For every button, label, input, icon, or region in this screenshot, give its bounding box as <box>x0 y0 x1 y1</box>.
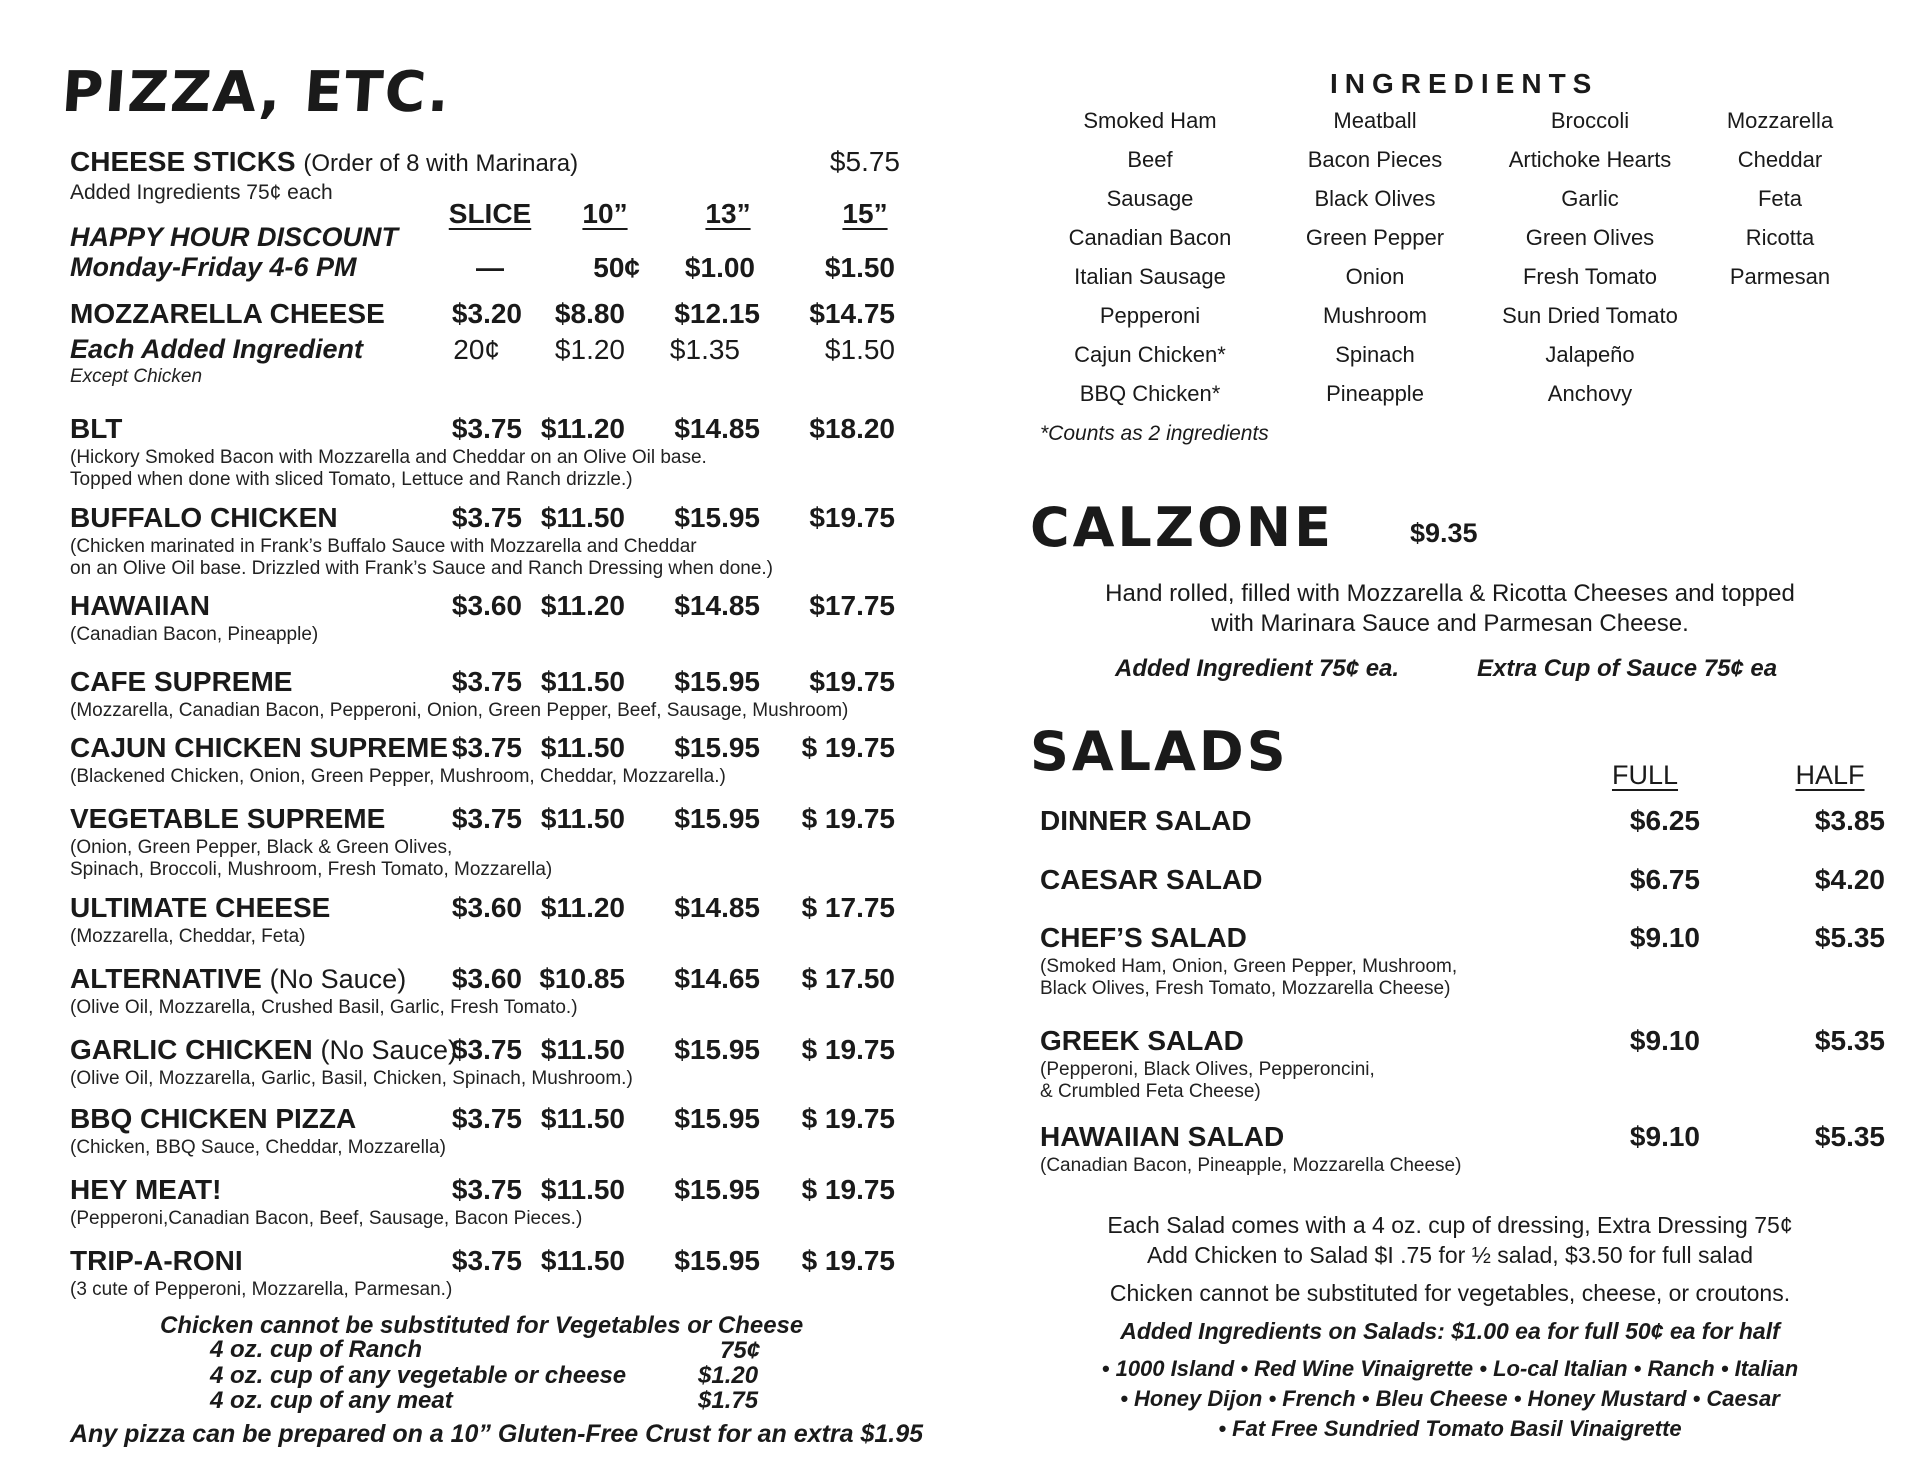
each-added-15: $1.50 <box>824 334 895 365</box>
each-added-name: Each Added Ingredient <box>70 334 364 364</box>
ingredient-item: Feta <box>1757 186 1803 211</box>
happy-hour-line2: Monday-Friday 4-6 PM <box>70 252 357 282</box>
gluten-free-note: Any pizza can be prepared on a 10” Gluten-Free Crust for an extra $1.95 <box>70 1420 924 1448</box>
salad-item-desc: (Canadian Bacon, Pineapple, Mozzarella Cheese) <box>1040 1155 1462 1176</box>
pizza-item-price: $15.95 <box>674 502 760 533</box>
pizza-item-price: $11.50 <box>540 1245 625 1276</box>
pizza-item-desc: (Olive Oil, Mozzarella, Garlic, Basil, Chicken, Spinach, Mushroom.) <box>70 1068 633 1089</box>
cup-ranch-label: 4 oz. cup of Ranch <box>210 1336 423 1363</box>
calzone-title: CALZONE <box>1030 496 1334 559</box>
pizza-item-price: $11.50 <box>540 502 625 533</box>
pizza-item-price: $19.75 <box>809 666 895 697</box>
ingredient-item: Ricotta <box>1745 225 1815 250</box>
pizza-item-price: $19.75 <box>809 502 895 533</box>
pizza-item-price: $3.75 <box>451 1034 522 1065</box>
happy-hour-10: 50¢ <box>593 252 640 283</box>
dressings-line-3: • Fat Free Sundried Tomato Basil Vinaigrette <box>1218 1416 1682 1441</box>
salads-title: SALADS <box>1030 720 1289 783</box>
pizza-item-price: $ 19.75 <box>801 1174 895 1205</box>
pizza-item-price: $3.75 <box>451 803 522 834</box>
pizza-item-price: $15.95 <box>674 803 760 834</box>
pizza-item-name: ULTIMATE CHEESE <box>70 892 331 923</box>
pizza-item-name: HEY MEAT! <box>70 1174 222 1205</box>
salad-item-full: $9.10 <box>1629 1025 1700 1056</box>
ingredient-item: Garlic <box>1561 186 1619 211</box>
cheese-sticks-detail: (Order of 8 with Marinara) <box>303 150 579 177</box>
cheese-sticks-price: $5.75 <box>829 146 900 177</box>
pizza-item-name: CAFE SUPREME <box>70 666 293 697</box>
pizza-item-price: $15.95 <box>674 1103 760 1134</box>
cup-meat-label: 4 oz. cup of any meat <box>210 1387 453 1414</box>
ingredient-item: Pineapple <box>1326 381 1424 406</box>
salad-item-desc: Black Olives, Fresh Tomato, Mozzarella Cheese) <box>1040 978 1451 999</box>
ingredient-item: Broccoli <box>1550 108 1630 133</box>
header-15: 15” <box>842 198 888 229</box>
pizza-item-desc: (Mozzarella, Cheddar, Feta) <box>70 926 306 947</box>
ingredient-item: Beef <box>1127 147 1173 172</box>
pizza-item-name: BLT <box>70 413 123 444</box>
dressings-line-1: • 1000 Island • Red Wine Vinaigrette • Lo-cal Italian • Ranch • Italian <box>1101 1356 1799 1381</box>
pizza-item-price: $15.95 <box>674 666 760 697</box>
each-added-10: $1.20 <box>554 334 625 365</box>
salad-item-desc: & Crumbled Feta Cheese) <box>1040 1081 1261 1102</box>
ingredient-item: Anchovy <box>1547 381 1633 406</box>
pizza-item-price: $11.20 <box>540 413 625 444</box>
pizza-item-price: $3.75 <box>451 732 522 763</box>
mozzarella-name: MOZZARELLA CHEESE <box>70 298 385 329</box>
pizza-item-desc: (Canadian Bacon, Pineapple) <box>70 624 319 645</box>
pizza-item-price: $ 19.75 <box>801 803 895 834</box>
pizza-item-price: $3.75 <box>451 1174 522 1205</box>
pizza-item-price: $10.85 <box>539 963 625 994</box>
ingredient-item: Sun Dried Tomato <box>1502 303 1678 328</box>
pizza-item-desc: (Onion, Green Pepper, Black & Green Olives, <box>70 837 453 858</box>
pizza-item-name: BUFFALO CHICKEN <box>70 502 338 533</box>
happy-hour-line1: HAPPY HOUR DISCOUNT <box>70 222 399 252</box>
pizza-item-price: $15.95 <box>674 1245 760 1276</box>
salad-item-name: DINNER SALAD <box>1040 805 1252 836</box>
salad-item-full: $6.75 <box>1629 864 1700 895</box>
cup-veg-label: 4 oz. cup of any vegetable or cheese <box>210 1362 627 1389</box>
cup-ranch-price: 75¢ <box>720 1337 761 1364</box>
header-full: FULL <box>1611 760 1679 790</box>
pizza-item-heading <box>70 963 406 995</box>
cheese-sticks-row <box>70 146 578 178</box>
pizza-item-price: $11.50 <box>540 1174 625 1205</box>
salad-item-half: $5.35 <box>1814 1025 1885 1056</box>
pizza-item-price: $11.50 <box>540 732 625 763</box>
ingredient-item: Artichoke Hearts <box>1508 147 1672 172</box>
ingredient-item: Italian Sausage <box>1074 264 1226 289</box>
pizza-item-price: $3.75 <box>451 1103 522 1134</box>
dressings-line-2: • Honey Dijon • French • Bleu Cheese • Honey Mustard • Caesar <box>1120 1386 1780 1411</box>
pizza-item-price: $14.85 <box>674 590 760 621</box>
ingredient-item: Green Olives <box>1525 225 1655 250</box>
ingredient-item: Meatball <box>1333 108 1417 133</box>
pizza-item-name: GARLIC CHICKEN <box>70 1034 313 1065</box>
chicken-sub-note: Chicken cannot be substituted for Vegetables or Cheese <box>160 1312 804 1339</box>
pizza-item-price: $15.95 <box>674 1034 760 1065</box>
cup-meat-price: $1.75 <box>698 1387 759 1414</box>
pizza-item-price: $ 19.75 <box>801 1103 895 1134</box>
pizza-item-price: $3.75 <box>451 413 522 444</box>
pizza-item-price: $14.85 <box>674 413 760 444</box>
pizza-item-price: $3.60 <box>451 892 522 923</box>
ingredient-item: Parmesan <box>1729 264 1831 289</box>
pizza-item-name: VEGETABLE SUPREME <box>70 803 386 834</box>
calzone-desc-2: with Marinara Sauce and Parmesan Cheese. <box>1211 610 1689 637</box>
salad-item-half: $5.35 <box>1814 922 1885 953</box>
calzone-added: Added Ingredient 75¢ ea. <box>1115 655 1400 682</box>
header-half: HALF <box>1795 760 1865 790</box>
mozzarella-10: $8.80 <box>554 298 625 329</box>
salad-note-1: Each Salad comes with a 4 oz. cup of dressing, Extra Dressing 75¢ <box>1107 1212 1793 1238</box>
ingredient-item: Jalapeño <box>1545 342 1635 367</box>
ingredient-item: Spinach <box>1335 342 1415 367</box>
pizza-item-name: CAJUN CHICKEN SUPREME <box>70 732 449 763</box>
salad-item-half: $4.20 <box>1814 864 1885 895</box>
ingredients-title: INGREDIENTS <box>1330 68 1599 99</box>
header-slice: SLICE <box>448 198 532 229</box>
pizza-item-price: $3.60 <box>451 963 522 994</box>
pizza-item-price: $18.20 <box>809 413 895 444</box>
pizza-item-desc: (Hickory Smoked Bacon with Mozzarella and Cheddar on an Olive Oil base. <box>70 447 707 468</box>
happy-hour-15: $1.50 <box>824 252 895 283</box>
mozzarella-slice: $3.20 <box>451 298 522 329</box>
except-chicken-note: Except Chicken <box>70 366 203 387</box>
happy-hour-13: $1.00 <box>684 252 755 283</box>
pizza-item-price: $3.75 <box>451 502 522 533</box>
pizza-item-desc: Topped when done with sliced Tomato, Lettuce and Ranch drizzle.) <box>70 469 633 490</box>
salad-item-full: $6.25 <box>1629 805 1700 836</box>
salad-item-half: $3.85 <box>1814 805 1885 836</box>
pizza-item-name: BBQ CHICKEN PIZZA <box>70 1103 357 1134</box>
ingredient-item: Fresh Tomato <box>1522 264 1658 289</box>
salad-note-2: Add Chicken to Salad $I .75 for ½ salad, $3.50 for full salad <box>1146 1242 1754 1268</box>
ingredient-item: Bacon Pieces <box>1307 147 1443 172</box>
pizza-item-price: $11.50 <box>540 1034 625 1065</box>
mozzarella-15: $14.75 <box>809 298 895 329</box>
mozzarella-13: $12.15 <box>674 298 760 329</box>
pizza-item-price: $11.50 <box>540 666 625 697</box>
ingredient-item: Mushroom <box>1323 303 1427 328</box>
pizza-item-price: $ 17.75 <box>801 892 895 923</box>
pizza-item-price: $11.50 <box>540 803 625 834</box>
pizza-item-price: $ 19.75 <box>801 1245 895 1276</box>
each-added-13: $1.35 <box>669 334 740 365</box>
pizza-item-price: $ 17.50 <box>801 963 895 994</box>
salad-item-full: $9.10 <box>1629 922 1700 953</box>
ingredient-item: Black Olives <box>1314 186 1436 211</box>
pizza-item-name: TRIP-A-RONI <box>70 1245 243 1276</box>
ingredient-item: Cheddar <box>1737 147 1823 172</box>
pizza-item-heading <box>70 1034 457 1066</box>
pizza-item-price: $11.20 <box>540 590 625 621</box>
pizza-item-price: $ 19.75 <box>801 732 895 763</box>
ingredient-item: Onion <box>1345 264 1405 289</box>
salad-item-name: CAESAR SALAD <box>1040 864 1263 895</box>
pizza-item-desc: Spinach, Broccoli, Mushroom, Fresh Tomato, Mozzarella) <box>70 859 553 880</box>
pizza-item-desc: (Chicken, BBQ Sauce, Cheddar, Mozzarella) <box>70 1137 446 1158</box>
pizza-item-price: $3.75 <box>451 1245 522 1276</box>
pizza-item-price: $14.85 <box>674 892 760 923</box>
pizza-item-desc: (Mozzarella, Canadian Bacon, Pepperoni, Onion, Green Pepper, Beef, Sausage, Mushroom) <box>70 700 849 721</box>
ingredient-item: Sausage <box>1106 186 1194 211</box>
pizza-item-price: $3.60 <box>451 590 522 621</box>
pizza-item-price: $15.95 <box>674 732 760 763</box>
ingredient-item: Pepperoni <box>1099 303 1201 328</box>
ingredient-item: Canadian Bacon <box>1068 225 1232 250</box>
calzone-price: $9.35 <box>1410 518 1478 548</box>
pizza-item-price: $17.75 <box>809 590 895 621</box>
pizza-item-desc: on an Olive Oil base. Drizzled with Frank’s Sauce and Ranch Dressing when done.) <box>70 558 773 579</box>
pizza-item-desc: (Pepperoni,Canadian Bacon, Beef, Sausage, Bacon Pieces.) <box>70 1208 583 1229</box>
pizza-item-price: $11.20 <box>540 892 625 923</box>
salad-item-name: CHEF’S SALAD <box>1040 922 1247 953</box>
salad-item-full: $9.10 <box>1629 1121 1700 1152</box>
pizza-item-name: ALTERNATIVE <box>70 963 262 994</box>
ingredient-item: Cajun Chicken* <box>1074 342 1226 367</box>
pizza-item-desc: (Blackened Chicken, Onion, Green Pepper, Mushroom, Cheddar, Mozzarella.) <box>70 766 726 787</box>
salad-item-half: $5.35 <box>1814 1121 1885 1152</box>
pizza-item-suffix: (No Sauce) <box>320 1035 458 1065</box>
happy-hour-slice: — <box>476 252 504 283</box>
salad-note-3: Chicken cannot be substituted for vegetables, cheese, or croutons. <box>1109 1280 1791 1306</box>
header-13: 13” <box>705 198 751 229</box>
pizza-title: PIZZA, ETC. <box>59 60 454 125</box>
added-ingredients-note: Added Ingredients 75¢ each <box>70 181 333 204</box>
each-added-slice: 20¢ <box>453 334 500 365</box>
ingredient-item: Mozzarella <box>1726 108 1834 133</box>
pizza-item-price: $3.75 <box>451 666 522 697</box>
pizza-item-price: $ 19.75 <box>801 1034 895 1065</box>
salad-item-desc: (Smoked Ham, Onion, Green Pepper, Mushroom, <box>1040 956 1458 977</box>
cup-veg-price: $1.20 <box>698 1362 759 1389</box>
pizza-item-name: HAWAIIAN <box>70 590 210 621</box>
ingredient-item: BBQ Chicken* <box>1079 381 1221 406</box>
salad-item-desc: (Pepperoni, Black Olives, Pepperoncini, <box>1040 1059 1375 1080</box>
calzone-desc-1: Hand rolled, filled with Mozzarella & Ricotta Cheeses and topped <box>1105 580 1795 607</box>
salad-note-4: Added Ingredients on Salads: $1.00 ea for full 50¢ ea for half <box>1120 1318 1780 1344</box>
ingredients-note: *Counts as 2 ingredients <box>1040 422 1269 445</box>
cheese-sticks-name: CHEESE STICKS <box>70 146 296 177</box>
header-10: 10” <box>582 198 628 229</box>
pizza-item-desc: (Olive Oil, Mozzarella, Crushed Basil, Garlic, Fresh Tomato.) <box>70 997 578 1018</box>
pizza-item-price: $11.50 <box>540 1103 625 1134</box>
pizza-item-price: $14.65 <box>674 963 760 994</box>
ingredient-item: Green Pepper <box>1305 225 1445 250</box>
pizza-item-suffix: (No Sauce) <box>269 964 407 994</box>
pizza-item-desc: (Chicken marinated in Frank’s Buffalo Sauce with Mozzarella and Cheddar <box>70 536 697 557</box>
pizza-item-price: $15.95 <box>674 1174 760 1205</box>
pizza-item-desc: (3 cute of Pepperoni, Mozzarella, Parmesan.) <box>70 1279 453 1300</box>
salad-item-name: GREEK SALAD <box>1040 1025 1244 1056</box>
ingredient-item: Smoked Ham <box>1083 108 1217 133</box>
salad-item-name: HAWAIIAN SALAD <box>1040 1121 1285 1152</box>
calzone-sauce: Extra Cup of Sauce 75¢ ea <box>1477 655 1778 682</box>
